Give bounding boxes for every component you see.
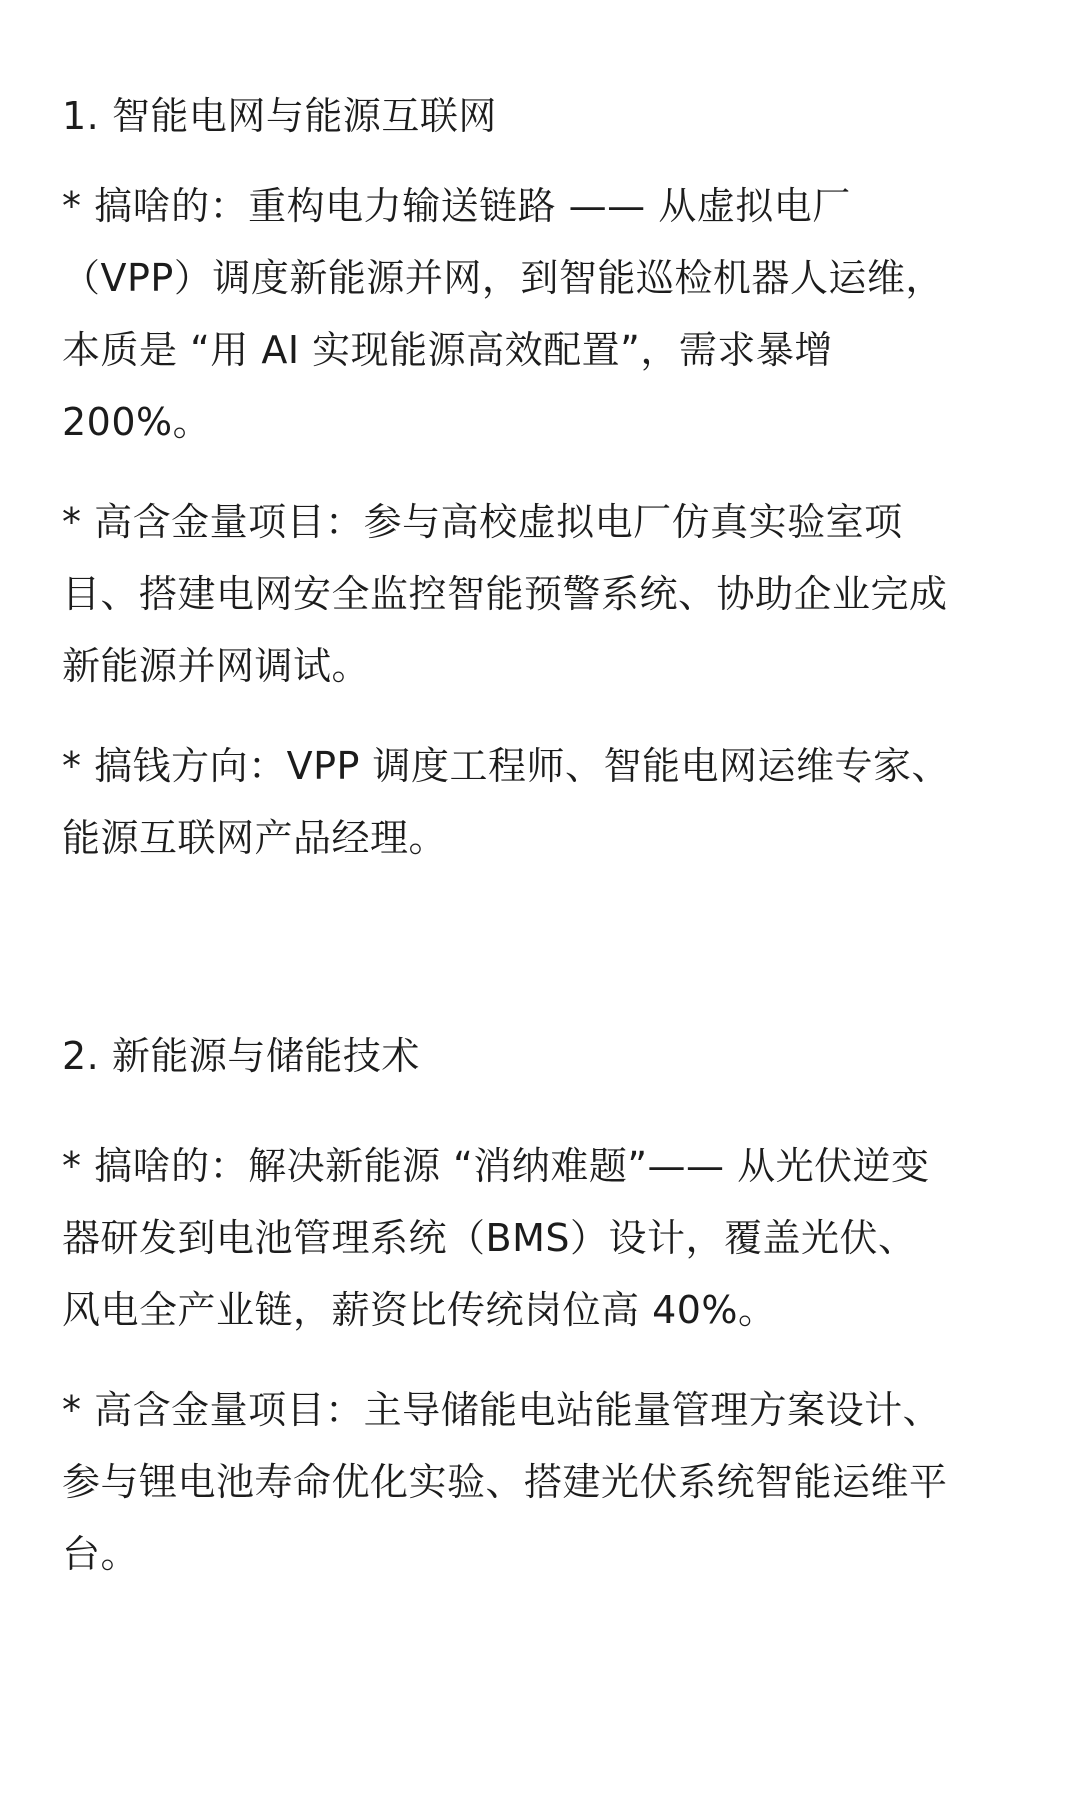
paragraph-line: 器研发到电池管理系统（BMS）设计，覆盖光伏、 xyxy=(62,1216,917,1260)
paragraph-line: * 搞啥的：解决新能源 “消纳难题”—— 从光伏逆变 xyxy=(62,1144,930,1188)
section-heading-1: 1. 智能电网与能源互联网 xyxy=(62,94,497,138)
paragraph-line: 目、搭建电网安全监控智能预警系统、协助企业完成 xyxy=(62,572,948,616)
paragraph-line: 新能源并网调试。 xyxy=(62,644,371,688)
paragraph-line: 能源互联网产品经理。 xyxy=(62,816,448,860)
paragraph-line: 风电全产业链，薪资比传统岗位高 40%。 xyxy=(62,1288,777,1332)
paragraph-line: （VPP）调度新能源并网，到智能巡检机器人运维， xyxy=(62,256,944,300)
paragraph-line: * 高含金量项目：主导储能电站能量管理方案设计、 xyxy=(62,1388,942,1432)
paragraph-line: 本质是 “用 AI 实现能源高效配置”，需求暴增 xyxy=(62,328,833,372)
section-heading-2: 2. 新能源与储能技术 xyxy=(62,1034,420,1078)
paragraph-line: 200%。 xyxy=(62,400,212,444)
paragraph-line: 台。 xyxy=(62,1532,140,1576)
paragraph-line: 参与锂电池寿命优化实验、搭建光伏系统智能运维平 xyxy=(62,1460,948,1504)
paragraph-line: * 搞钱方向：VPP 调度工程师、智能电网运维专家、 xyxy=(62,744,950,788)
paragraph-line: * 搞啥的：重构电力输送链路 —— 从虚拟电厂 xyxy=(62,184,851,228)
paragraph-line: * 高含金量项目：参与高校虚拟电厂仿真实验室项 xyxy=(62,500,903,544)
